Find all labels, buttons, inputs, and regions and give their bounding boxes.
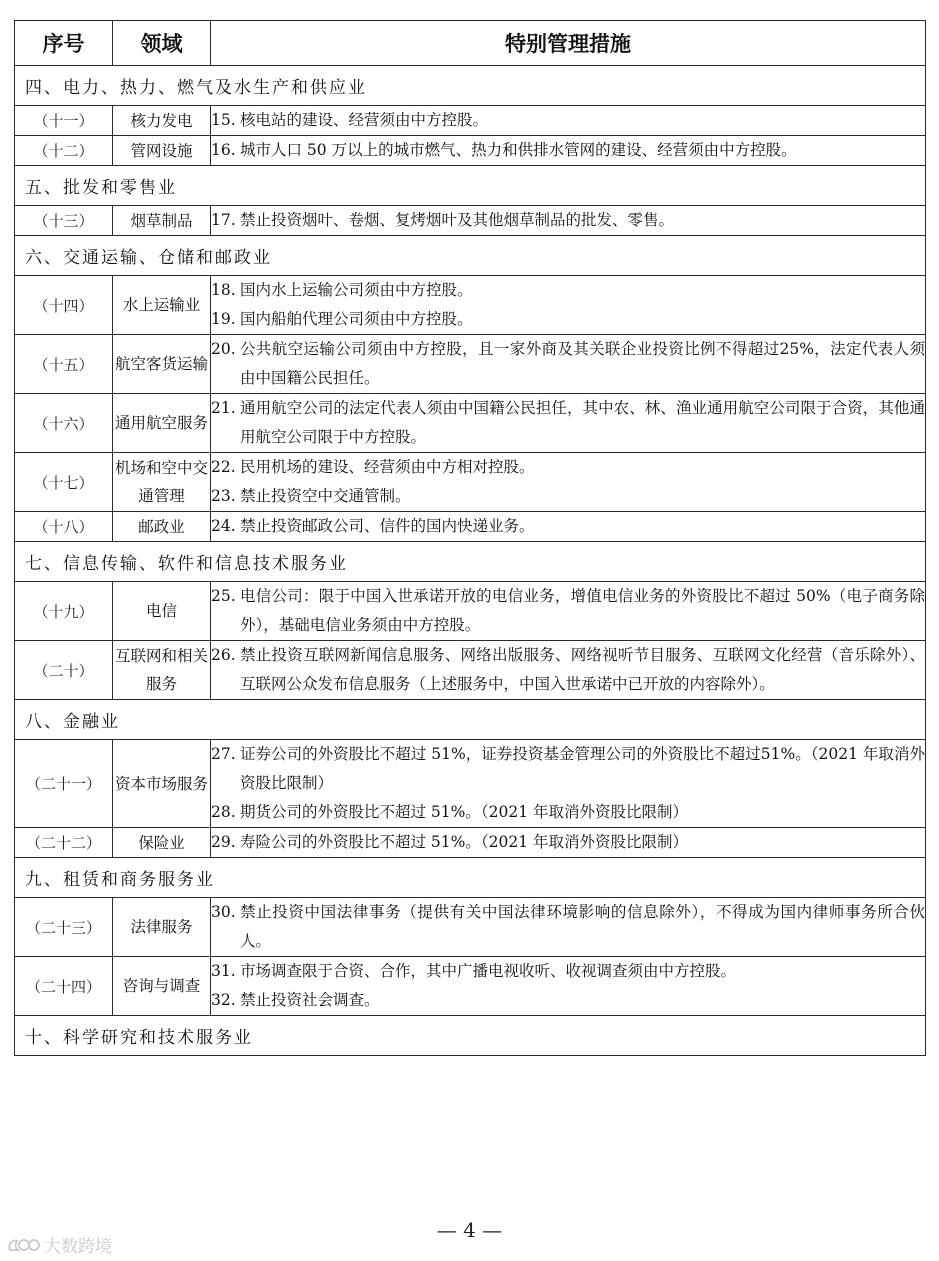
measure-item	[211, 582, 925, 640]
measures-table	[14, 20, 926, 1056]
row-domain: 电信	[113, 582, 211, 641]
measure-item	[211, 740, 925, 798]
measure-item	[211, 335, 925, 393]
watermark-logo-icon	[6, 1235, 40, 1255]
row-number: （十二）	[15, 136, 113, 166]
measure-item	[211, 798, 925, 827]
row-domain: 邮政业	[113, 512, 211, 542]
row-domain: 资本市场服务	[113, 740, 211, 828]
measure-number: 20.	[211, 340, 236, 358]
table-row	[15, 740, 926, 828]
table-row	[15, 582, 926, 641]
measure-number: 30.	[211, 903, 236, 921]
section-row	[15, 166, 926, 206]
measure-text: 市场调查限于合资、合作，其中广播电视收听、收视调查须由中方控股。	[240, 962, 737, 980]
row-number: （二十）	[15, 641, 113, 700]
page-number: — 4 —	[436, 1218, 503, 1242]
header-domain: 领域	[113, 21, 211, 66]
section-title: 八、金融业	[15, 700, 926, 740]
row-domain: 机场和空中交通管理	[113, 453, 211, 512]
row-number: （二十四）	[15, 957, 113, 1016]
row-measures	[211, 641, 926, 700]
table-row	[15, 206, 926, 236]
section-title: 九、租赁和商务服务业	[15, 858, 926, 898]
measure-text: 禁止投资邮政公司、信件的国内快递业务。	[240, 517, 535, 535]
measure-item	[211, 276, 925, 305]
section-row	[15, 858, 926, 898]
table-row	[15, 641, 926, 700]
measure-number: 19.	[211, 310, 236, 328]
section-row	[15, 700, 926, 740]
measure-text: 通用航空公司的法定代表人须由中国籍公民担任，其中农、林、渔业通用航空公司限于合资，其他通用航空公司限于中方控股。	[240, 399, 925, 446]
measure-item	[211, 206, 925, 235]
row-number: （二十一）	[15, 740, 113, 828]
table-row	[15, 898, 926, 957]
measure-item	[211, 136, 925, 165]
row-domain: 水上运输业	[113, 276, 211, 335]
measure-text: 寿险公司的外资股比不超过 51%。（2021 年取消外资股比限制）	[240, 833, 689, 851]
table-row	[15, 957, 926, 1016]
row-domain: 咨询与调查	[113, 957, 211, 1016]
measure-number: 26.	[211, 646, 236, 664]
row-number: （十四）	[15, 276, 113, 335]
measure-text: 禁止投资烟叶、卷烟、复烤烟叶及其他烟草制品的批发、零售。	[240, 211, 675, 229]
table-row	[15, 136, 926, 166]
row-number: （十七）	[15, 453, 113, 512]
section-title: 七、信息传输、软件和信息技术服务业	[15, 542, 926, 582]
measure-item	[211, 512, 925, 541]
row-measures	[211, 957, 926, 1016]
table-row	[15, 512, 926, 542]
section-title: 六、交通运输、仓储和邮政业	[15, 236, 926, 276]
measure-item	[211, 898, 925, 956]
measure-number: 31.	[211, 962, 236, 980]
table-row	[15, 276, 926, 335]
row-domain: 管网设施	[113, 136, 211, 166]
measure-text: 国内水上运输公司须由中方控股。	[240, 281, 473, 299]
measure-number: 21.	[211, 399, 236, 417]
row-measures	[211, 335, 926, 394]
row-measures	[211, 394, 926, 453]
row-measures	[211, 898, 926, 957]
row-number: （十一）	[15, 106, 113, 136]
row-measures	[211, 512, 926, 542]
measure-number: 27.	[211, 745, 236, 763]
measure-item	[211, 641, 925, 699]
row-measures	[211, 276, 926, 335]
measure-text: 城市人口 50 万以上的城市燃气、热力和供排水管网的建设、经营须由中方控股。	[240, 141, 797, 159]
header-row	[15, 21, 926, 66]
table-row	[15, 394, 926, 453]
section-title: 五、批发和零售业	[15, 166, 926, 206]
measure-text: 电信公司：限于中国入世承诺开放的电信业务，增值电信业务的外资股比不超过 50%（电子商务除外），基础电信业务须由中方控股。	[240, 587, 925, 634]
watermark-text: 大数跨境	[44, 1237, 112, 1257]
row-measures	[211, 206, 926, 236]
table-row	[15, 106, 926, 136]
row-domain: 保险业	[113, 828, 211, 858]
watermark	[6, 1232, 112, 1257]
measure-item	[211, 305, 925, 334]
measure-item	[211, 453, 925, 482]
row-domain: 互联网和相关服务	[113, 641, 211, 700]
measure-number: 25.	[211, 587, 236, 605]
measure-text: 禁止投资互联网新闻信息服务、网络出版服务、网络视听节目服务、互联网文化经营（音乐除外）、互联网公众发布信息服务（上述服务中，中国入世承诺中已开放的内容除外）。	[240, 646, 925, 693]
section-title: 十、科学研究和技术服务业	[15, 1016, 926, 1056]
section-row	[15, 66, 926, 106]
row-domain: 烟草制品	[113, 206, 211, 236]
row-domain: 通用航空服务	[113, 394, 211, 453]
table-row	[15, 453, 926, 512]
measure-number: 22.	[211, 458, 236, 476]
section-row	[15, 542, 926, 582]
measure-item	[211, 482, 925, 511]
table-row	[15, 335, 926, 394]
row-number: （二十三）	[15, 898, 113, 957]
row-number: （二十二）	[15, 828, 113, 858]
row-measures	[211, 453, 926, 512]
measure-number: 15.	[211, 111, 236, 129]
measure-text: 期货公司的外资股比不超过 51%。（2021 年取消外资股比限制）	[240, 803, 689, 821]
row-measures	[211, 582, 926, 641]
measure-item	[211, 828, 925, 857]
measure-item	[211, 986, 925, 1015]
measure-item	[211, 106, 925, 135]
header-measures: 特别管理措施	[211, 21, 926, 66]
measure-number: 32.	[211, 991, 236, 1009]
measure-item	[211, 957, 925, 986]
row-number: （十五）	[15, 335, 113, 394]
measure-text: 禁止投资社会调查。	[240, 991, 380, 1009]
measure-text: 禁止投资中国法律事务（提供有关中国法律环境影响的信息除外），不得成为国内律师事务所合伙人。	[240, 903, 925, 950]
measure-item	[211, 394, 925, 452]
row-number: （十八）	[15, 512, 113, 542]
row-measures	[211, 740, 926, 828]
row-domain: 核力发电	[113, 106, 211, 136]
measure-text: 民用机场的建设、经营须由中方相对控股。	[240, 458, 535, 476]
row-domain: 航空客货运输	[113, 335, 211, 394]
table-row	[15, 828, 926, 858]
measure-text: 国内船舶代理公司须由中方控股。	[240, 310, 473, 328]
measure-number: 28.	[211, 803, 236, 821]
row-number: （十三）	[15, 206, 113, 236]
section-title: 四、电力、热力、燃气及水生产和供应业	[15, 66, 926, 106]
row-measures	[211, 136, 926, 166]
measure-number: 23.	[211, 487, 236, 505]
measure-number: 18.	[211, 281, 236, 299]
measure-text: 证券公司的外资股比不超过 51%，证券投资基金管理公司的外资股比不超过51%。（2021 年取消外资股比限制）	[240, 745, 925, 792]
row-measures	[211, 828, 926, 858]
measure-number: 16.	[211, 141, 236, 159]
measure-text: 核电站的建设、经营须由中方控股。	[240, 111, 489, 129]
section-row	[15, 236, 926, 276]
header-seq: 序号	[15, 21, 113, 66]
measure-text: 禁止投资空中交通管制。	[240, 487, 411, 505]
measure-text: 公共航空运输公司须由中方控股，且一家外商及其关联企业投资比例不得超过25%，法定代表人须由中国籍公民担任。	[240, 340, 925, 387]
measure-number: 29.	[211, 833, 236, 851]
row-measures	[211, 106, 926, 136]
measure-number: 24.	[211, 517, 236, 535]
section-row	[15, 1016, 926, 1056]
row-number: （十六）	[15, 394, 113, 453]
row-number: （十九）	[15, 582, 113, 641]
row-domain: 法律服务	[113, 898, 211, 957]
measure-number: 17.	[211, 211, 236, 229]
